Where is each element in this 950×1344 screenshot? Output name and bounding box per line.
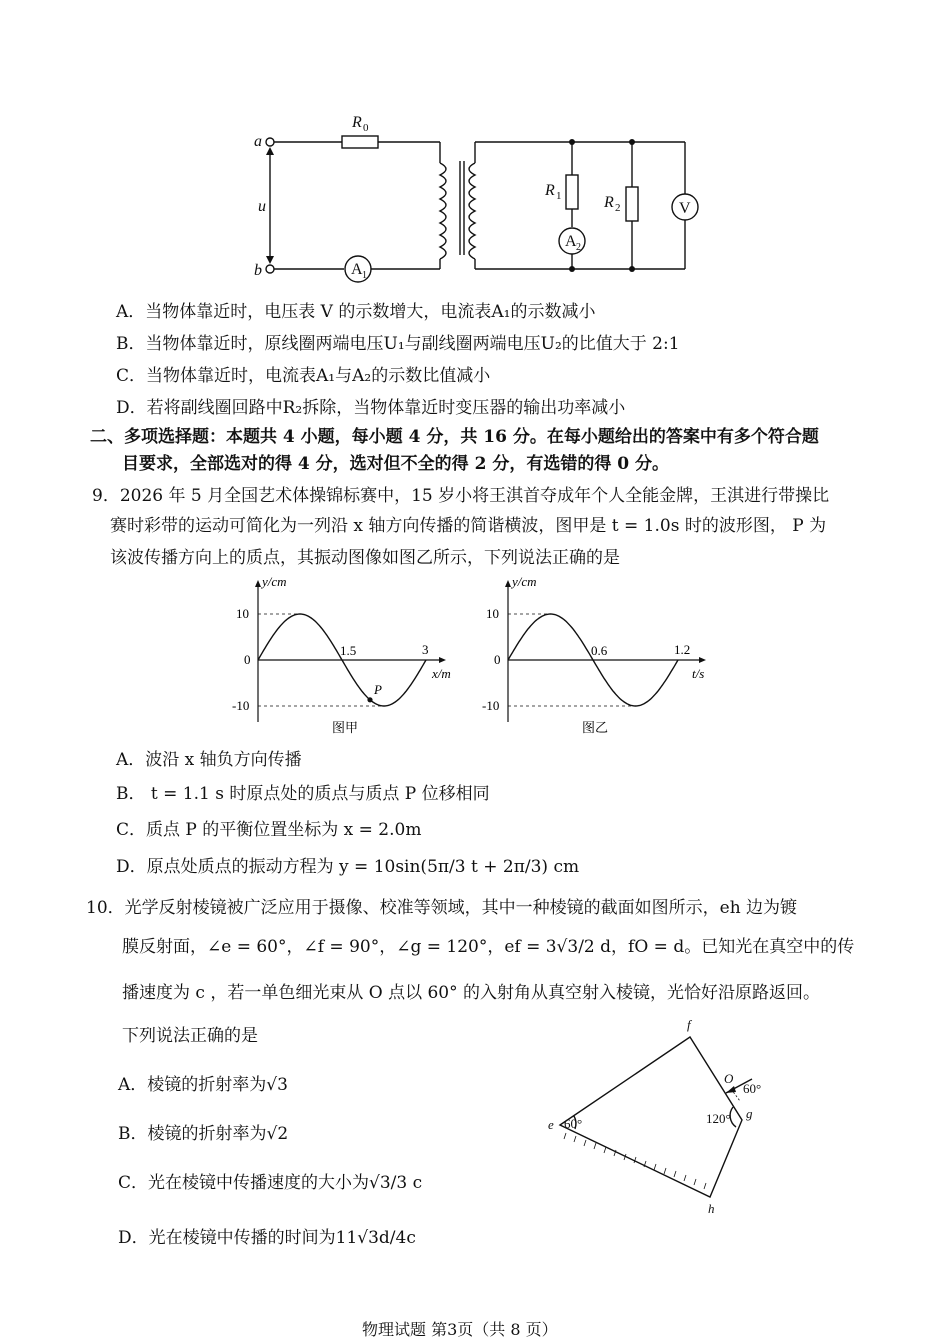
- voltage-u-label: u: [258, 198, 266, 215]
- vertex-f-label: f: [687, 1017, 691, 1032]
- v-label: V: [679, 200, 691, 217]
- svg-text:1: 1: [556, 190, 562, 202]
- q9-option-d: D．原点处质点的振动方程为 y = 10sin(5π/3 t + 2π/3) cm: [116, 857, 580, 877]
- q10-stem-line4: 下列说法正确的是: [122, 1026, 258, 1046]
- q10-option-d: D．光在棱镜中传播的时间为11√3d/4c: [118, 1228, 416, 1248]
- section2-heading-line2: 目要求，全部选对的得 4 分，选对但不全的得 2 分，有选错的得 0 分。: [122, 454, 669, 474]
- transformer-circuit-diagram: [240, 105, 710, 285]
- r2-label: R: [604, 194, 614, 211]
- chart-caption: 图乙: [582, 720, 609, 735]
- q10-stem-line2: 膜反射面，∠e = 60°，∠f = 90°，∠g = 120°，ef = 3√3/2 d，fO = d。已知光在真空中的传: [122, 937, 855, 957]
- q8-option-a: A．当物体靠近时，电压表 V 的示数增大，电流表A₁的示数减小: [116, 302, 596, 322]
- svg-text:2: 2: [615, 202, 621, 214]
- vertex-g-label: g: [746, 1106, 753, 1121]
- y-tick-0: 0: [494, 652, 501, 667]
- page-footer: 物理试题 第3页（共 8 页）: [362, 1320, 558, 1339]
- y-tick-minus10: -10: [232, 698, 250, 713]
- point-p-label: P: [374, 681, 382, 697]
- a1-label: A: [351, 261, 363, 278]
- svg-text:2: 2: [576, 242, 581, 253]
- vertex-h-label: h: [708, 1201, 715, 1215]
- q9-option-b: B． t = 1.1 s 时原点处的质点与质点 P 位移相同: [116, 784, 490, 804]
- incident-angle-label: 60°: [743, 1081, 762, 1096]
- y-tick-10: 10: [486, 606, 499, 621]
- x-axis-arrow: [439, 657, 446, 663]
- resistor-r2: [626, 187, 638, 221]
- x-axis-arrow: [699, 657, 706, 663]
- y-tick-minus10: -10: [482, 698, 500, 713]
- svg-text:1: 1: [362, 270, 367, 281]
- q9-option-c: C．质点 P 的平衡位置坐标为 x = 2.0m: [116, 820, 422, 840]
- q8-option-c: C．当物体靠近时，电流表A₁与A₂的示数比值减小: [116, 366, 491, 386]
- x-axis-label: t/s: [692, 666, 705, 681]
- x-tick-full: 1.2: [674, 642, 691, 657]
- vertex-e-label: e: [548, 1117, 554, 1132]
- prism-diagram: [530, 1015, 790, 1215]
- x-tick-half: 0.6: [591, 643, 608, 658]
- terminal-a-label: a: [254, 133, 262, 150]
- q10-option-a: A．棱镜的折射率为√3: [118, 1075, 288, 1095]
- point-o-label: O: [724, 1071, 734, 1086]
- q10-option-b: B．棱镜的折射率为√2: [118, 1124, 289, 1144]
- terminal-b-label: b: [254, 262, 262, 279]
- q9-stem-line1: 9．2026 年 5 月全国艺术体操锦标赛中，15 岁小将王淇首夺成年个人全能金牌，王淇进行带操比: [92, 486, 830, 506]
- chart-caption: 图甲: [332, 720, 359, 735]
- angle-g-label: 120°: [706, 1111, 731, 1126]
- a2-label: A: [565, 233, 577, 250]
- x-axis-label: x/m: [432, 666, 451, 681]
- x-tick-half: 1.5: [340, 643, 357, 658]
- q10-stem-line3: 播速度为 c ，若一单色细光束从 O 点以 60° 的入射角从真空射入棱镜，光恰好沿原路返回。: [122, 983, 821, 1003]
- q10-stem-line1: 10．光学反射棱镜被广泛应用于摄像、校准等领域，其中一种棱镜的截面如图所示，eh 边为镀: [86, 898, 798, 918]
- y-tick-10: 10: [236, 606, 249, 621]
- wave-graph-jia: [220, 570, 470, 742]
- svg-text:0: 0: [363, 122, 369, 134]
- q9-option-a: A．波沿 x 轴负方向传播: [116, 750, 302, 770]
- resistor-r0: [342, 136, 378, 148]
- vibration-graph-yi: [470, 570, 730, 742]
- section2-heading-line1: 二、多项选择题：本题共 4 小题，每小题 4 分，共 16 分。在每小题给出的答案中有多个符合题: [90, 427, 819, 447]
- y-axis-label: y/cm: [512, 574, 537, 589]
- q9-stem-line2: 赛时彩带的运动可简化为一列沿 x 轴方向传播的简谐横波，图甲是 t = 1.0s 时的波形图， P 为: [110, 516, 827, 536]
- q8-option-b: B．当物体靠近时，原线圈两端电压U₁与副线圈两端电压U₂的比值大于 2:1: [116, 334, 680, 354]
- point-p: [367, 697, 372, 702]
- y-axis-arrow: [505, 580, 511, 587]
- y-axis-label: y/cm: [262, 574, 287, 589]
- x-tick-full: 3: [422, 642, 429, 657]
- y-tick-0: 0: [244, 652, 251, 667]
- q10-option-c: C．光在棱镜中传播速度的大小为√3/3 c: [118, 1173, 423, 1193]
- q9-stem-line3: 该波传播方向上的质点，其振动图像如图乙所示，下列说法正确的是: [110, 548, 620, 568]
- resistor-r1: [566, 175, 578, 209]
- r1-label: R: [545, 182, 555, 199]
- q8-option-d: D．若将副线圈回路中R₂拆除，当物体靠近时变压器的输出功率减小: [116, 398, 626, 418]
- y-axis-arrow: [255, 580, 261, 587]
- angle-e-label: 60°: [564, 1116, 583, 1131]
- r0-label: R: [352, 114, 362, 131]
